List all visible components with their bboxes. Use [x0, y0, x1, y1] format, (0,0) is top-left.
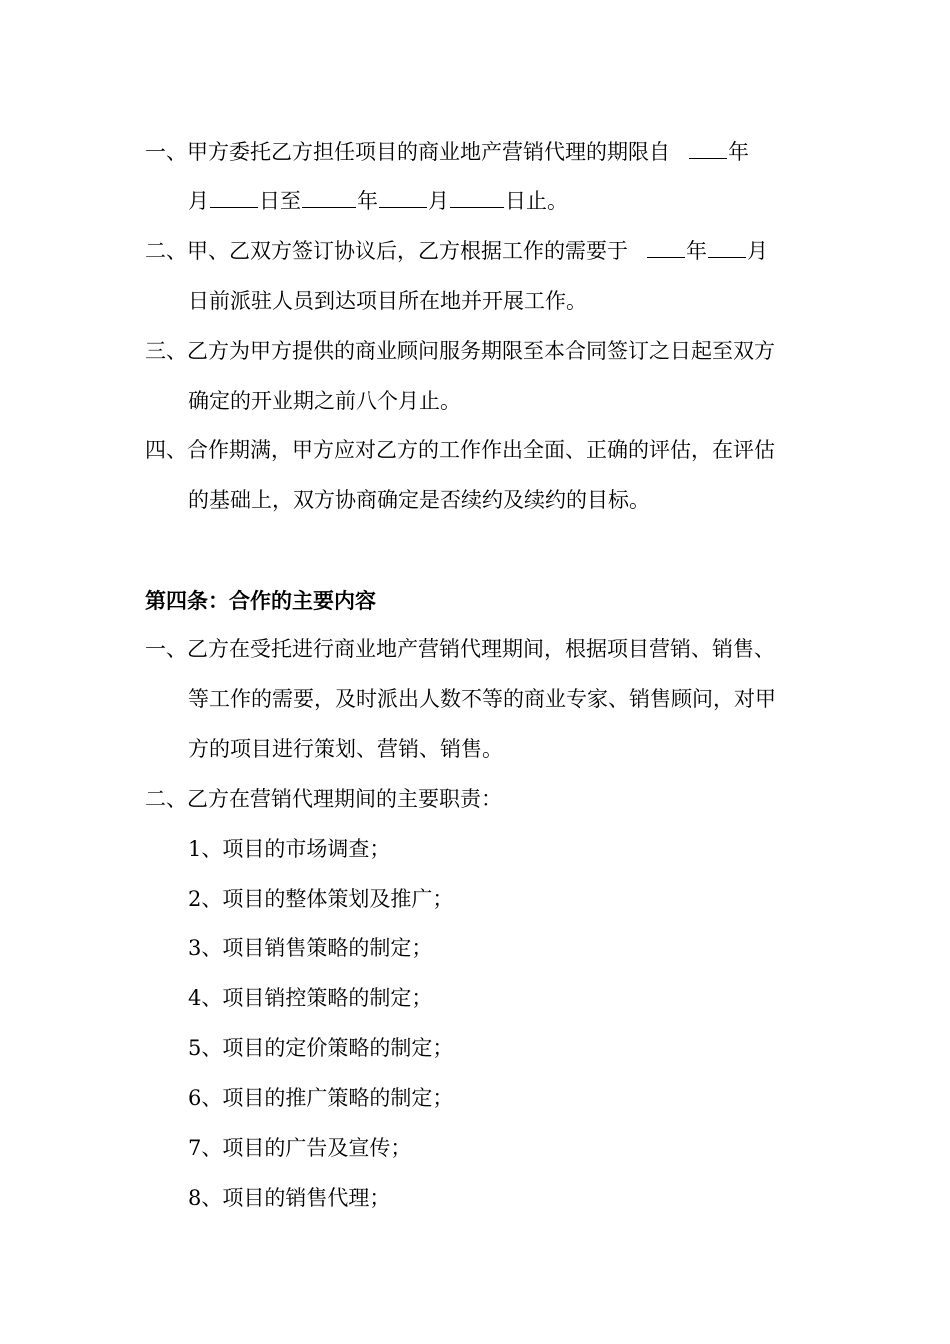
blank-month — [379, 187, 427, 208]
blank-year — [689, 138, 727, 159]
term-item-2-text: 二、甲、乙双方签订协议后，乙方根据工作的需要于 — [145, 239, 628, 263]
article-4-heading: 第四条：合作的主要内容 — [145, 589, 376, 613]
term-item-2-line-1 — [0, 236, 950, 266]
blank-day — [450, 187, 504, 208]
month-label: 月 — [747, 239, 768, 263]
duty-item: 1、项目的市场调查； — [188, 837, 391, 861]
month-label: 月 — [428, 189, 449, 213]
month-label: 月 — [188, 189, 209, 213]
term-item-1-line-2 — [0, 186, 950, 216]
blank-month — [708, 237, 746, 258]
term-item-4-line-1: 四、合作期满，甲方应对乙方的工作作出全面、正确的评估，在评估 — [145, 438, 775, 462]
blank-year — [647, 237, 685, 258]
term-item-3-line-1: 三、乙方为甲方提供的商业顾问服务期限至本合同签订之日起至双方 — [145, 339, 775, 363]
blank-year — [302, 187, 356, 208]
duty-item: 4、项目销控策略的制定； — [188, 986, 433, 1010]
article-4-item-1-line-3: 方的项目进行策划、营销、销售。 — [188, 737, 503, 761]
article-4-item-2: 二、乙方在营销代理期间的主要职责： — [145, 787, 502, 811]
term-item-3-line-2: 确定的开业期之前八个月止。 — [188, 389, 461, 413]
term-item-1-text: 一、甲方委托乙方担任项目的商业地产营销代理的期限自 — [145, 140, 670, 164]
duty-item: 6、项目的推广策略的制定； — [188, 1086, 454, 1110]
term-item-2-line-2: 日前派驻人员到达项目所在地并开展工作。 — [188, 289, 587, 313]
blank-day — [210, 187, 258, 208]
article-4-item-1-line-1: 一、乙方在受托进行商业地产营销代理期间，根据项目营销、销售、 — [145, 637, 775, 661]
article-4-item-1-line-2: 等工作的需要，及时派出人数不等的商业专家、销售顾问，对甲 — [188, 687, 776, 711]
duty-item: 3、项目销售策略的制定； — [188, 936, 433, 960]
day-end-label: 日止。 — [505, 189, 568, 213]
term-item-1-line-1 — [0, 137, 950, 167]
duty-item: 8、项目的销售代理； — [188, 1186, 391, 1210]
year-label: 年 — [357, 189, 378, 213]
duty-item: 5、项目的定价策略的制定； — [188, 1036, 454, 1060]
year-label: 年 — [686, 239, 707, 263]
term-item-4-line-2: 的基础上，双方协商确定是否续约及续约的目标。 — [188, 488, 650, 512]
year-label: 年 — [728, 140, 749, 164]
duty-item: 7、项目的广告及宣传； — [188, 1136, 412, 1160]
day-to-label: 日至 — [259, 189, 301, 213]
duty-item: 2、项目的整体策划及推广； — [188, 887, 454, 911]
